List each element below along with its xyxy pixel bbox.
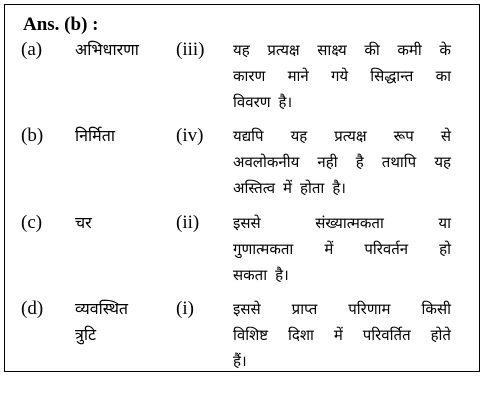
word: कमी	[397, 41, 422, 59]
row-term	[75, 210, 171, 236]
word: में	[333, 326, 343, 344]
term-line: निर्मिता	[75, 126, 116, 145]
word: नही	[317, 153, 338, 171]
word: है।	[275, 266, 289, 284]
row-term	[75, 37, 171, 63]
word: गुणात्मकता	[233, 240, 294, 258]
word: इससे	[233, 300, 261, 318]
word: अस्तित्व	[233, 179, 276, 197]
term-line: व्यवस्थित	[75, 299, 129, 318]
word: के	[439, 41, 451, 59]
word: है।	[332, 179, 346, 197]
description-line	[233, 348, 451, 374]
word: प्रत्यक्ष	[267, 41, 300, 59]
word: परिणाम	[348, 300, 391, 318]
word: का	[435, 67, 451, 85]
description-line	[233, 89, 451, 115]
word: प्राप्त	[291, 300, 318, 318]
description-line	[233, 296, 451, 322]
description-line	[233, 262, 451, 288]
word: तथापि	[381, 153, 417, 171]
word: में	[324, 240, 334, 258]
word: होते	[430, 326, 451, 344]
word: विशिष्ट	[233, 326, 269, 344]
word: से	[440, 127, 451, 145]
word: प्रत्यक्ष	[334, 127, 367, 145]
row-term	[75, 123, 171, 149]
word: कारण	[233, 67, 266, 85]
word: रूप	[393, 127, 414, 145]
row-description	[233, 296, 451, 374]
row-letter: (d)	[21, 298, 44, 319]
word: की	[364, 41, 380, 59]
term-line: अभिधारणा	[75, 40, 139, 59]
word: दिशा	[288, 326, 314, 344]
description-line	[233, 37, 451, 63]
row-description	[233, 123, 451, 201]
term-line: चर	[75, 213, 92, 232]
word: यह	[290, 127, 308, 145]
row-letter: (c)	[21, 212, 43, 233]
description-line	[233, 210, 451, 236]
row-roman-numeral: (iii)	[176, 39, 205, 60]
word: यह	[434, 153, 451, 171]
word: संख्यात्मकता	[315, 214, 384, 232]
word: हो	[439, 240, 451, 258]
term-line: त्रुटि	[75, 325, 97, 344]
row-letter: (a)	[21, 39, 43, 60]
word: सिद्धान्त	[370, 67, 414, 85]
row-letter: (b)	[21, 125, 44, 146]
word: इससे	[233, 214, 261, 232]
word: माने	[287, 67, 309, 85]
row-description	[233, 37, 451, 115]
word: साक्ष्य	[317, 41, 347, 59]
row-roman-numeral: (ii)	[176, 212, 200, 233]
row-description	[233, 210, 451, 288]
answer-box	[4, 4, 480, 372]
word: या	[438, 214, 451, 232]
row-term	[75, 296, 171, 348]
word: गये	[330, 67, 349, 85]
word: होता	[300, 179, 325, 197]
description-line	[233, 63, 451, 89]
word: में	[283, 179, 293, 197]
word: है।	[278, 93, 293, 111]
word: हैं।	[233, 352, 247, 370]
word: यद्यपि	[233, 127, 264, 145]
word: अवलोकनीय	[233, 153, 300, 171]
description-line	[233, 322, 451, 348]
description-line	[233, 123, 451, 149]
word: है	[355, 153, 364, 171]
word: किसी	[421, 300, 451, 318]
word: परिवर्तित	[362, 326, 411, 344]
word: परिवर्तन	[364, 240, 409, 258]
description-line	[233, 149, 451, 175]
description-line	[233, 236, 451, 262]
row-roman-numeral: (i)	[176, 298, 194, 319]
answer-heading: Ans. (b) :	[23, 14, 99, 35]
description-line	[233, 175, 451, 201]
row-roman-numeral: (iv)	[176, 125, 204, 146]
word: विवरण	[233, 93, 271, 111]
word: यह	[233, 41, 250, 59]
word: सकता	[233, 266, 268, 284]
